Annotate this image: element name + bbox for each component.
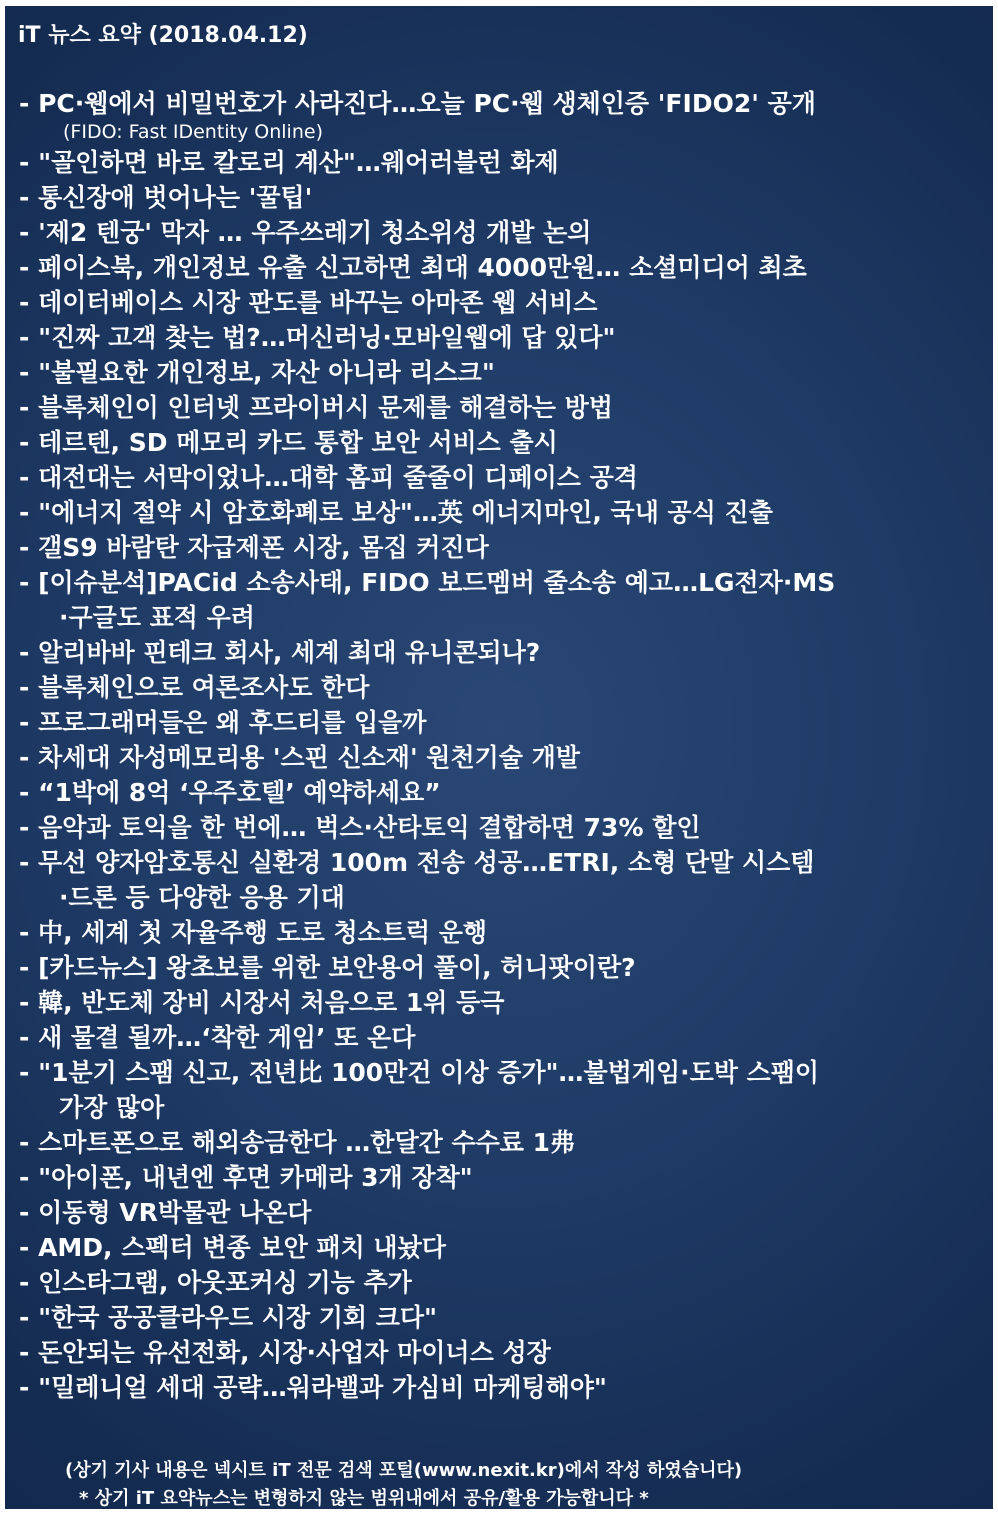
news-item [19,495,987,530]
news-headline: - 돈안되는 유선전화, 시장·사업자 마이너스 성장 [19,1338,551,1367]
news-headline: - "골인하면 바로 칼로리 계산"…웨어러블런 화제 [19,148,559,177]
source-note: (상기 기사 내용은 넥시트 iT 전문 검색 포털(www.nexit.kr)에서 작성 하였습니다) [65,1460,743,1481]
news-summary-panel [5,6,993,1509]
news-headline: - PC·웹에서 비밀번호가 사라진다…오늘 PC·웹 생체인증 'FIDO2' 공개 [19,89,816,118]
news-item [19,530,987,565]
news-headline: - 韓, 반도체 장비 시장서 처음으로 1위 등극 [19,988,505,1017]
news-headline: - 대전대는 서막이었나…대학 홈피 줄줄이 디페이스 공격 [19,463,638,492]
news-headline: - 갤S9 바람탄 자급제폰 시장, 몸집 커진다 [19,533,489,562]
news-headline-continuation: 가장 많아 [59,1093,165,1122]
news-item [19,320,987,355]
news-headline: - 블록체인으로 여론조사도 한다 [19,673,370,702]
news-item [19,86,987,145]
news-item [19,775,987,810]
news-item [19,810,987,845]
news-item [19,950,987,985]
news-item [19,215,987,250]
news-item [19,460,987,495]
news-item [19,1055,987,1125]
news-item [19,985,987,1020]
news-item [19,425,987,460]
news-item [19,1335,987,1370]
news-item [19,285,987,320]
news-headline: - 中, 세계 첫 자율주행 도로 청소트럭 운행 [19,918,488,947]
news-item [19,845,987,915]
news-item [19,705,987,740]
news-headline: - 프로그래머들은 왜 후드티를 입을까 [19,708,427,737]
news-item [19,915,987,950]
news-headline: - 페이스북, 개인정보 유출 신고하면 최대 4000만원… 소셜미디어 최초 [19,253,807,282]
news-item [19,180,987,215]
news-headline: - “1박에 8억 ‘우주호텔’ 예약하세요” [19,778,441,807]
news-item [19,1230,987,1265]
sharing-note: * 상기 iT 요약뉴스는 변형하지 않는 범위내에서 공유/활용 가능합니다 * [79,1488,649,1509]
news-headline: - 이동형 VR박물관 나온다 [19,1198,312,1227]
news-headline: - "에너지 절약 시 암호화폐로 보상"…英 에너지마인, 국내 공식 진출 [19,498,773,527]
page-title: iT 뉴스 요약 (2018.04.12) [18,23,308,48]
news-item [19,565,987,635]
news-item [19,355,987,390]
news-headline: - 인스타그램, 아웃포커싱 기능 추가 [19,1268,412,1297]
news-headline: - "아이폰, 내년엔 후면 카메라 3개 장착" [19,1163,473,1192]
news-headline: - 데이터베이스 시장 판도를 바꾸는 아마존 웹 서비스 [19,288,598,317]
news-item [19,1370,987,1405]
news-item [19,390,987,425]
news-headline-continuation: ·드론 등 다양한 응용 기대 [59,883,345,912]
news-headline-continuation: ·구글도 표적 우려 [59,603,255,632]
news-item [19,250,987,285]
news-item [19,1160,987,1195]
news-headline: - "1분기 스팸 신고, 전년比 100만건 이상 증가"…불법게임·도박 스팸이 [19,1058,820,1087]
news-headline: - [이슈분석]PACid 소송사태, FIDO 보드멤버 줄소송 예고…LG전자·MS [19,568,836,597]
news-headline: - 알리바바 핀테크 회사, 세계 최대 유니콘되나? [19,638,541,667]
news-headline: - 테르텐, SD 메모리 카드 통합 보안 서비스 출시 [19,428,558,457]
news-item [19,1125,987,1160]
news-headline: - '제2 텐궁' 막자 … 우주쓰레기 청소위성 개발 논의 [19,218,592,247]
news-item [19,1300,987,1335]
news-headline: - "진짜 고객 찾는 법?…머신러닝·모바일웹에 답 있다" [19,323,616,352]
news-item [19,1020,987,1055]
news-headline: - "한국 공공클라우드 시장 기회 크다" [19,1303,438,1332]
news-headline: - 음악과 토익을 한 번에… 벅스·산타토익 결합하면 73% 할인 [19,813,701,842]
news-headline: - 통신장애 벗어나는 '꿀팁' [19,183,313,212]
news-headline: - [카드뉴스] 왕초보를 위한 보안용어 풀이, 허니팟이란? [19,953,636,982]
news-subnote: (FIDO: Fast IDentity Online) [63,121,323,143]
news-headline: - 차세대 자성메모리용 '스핀 신소재' 원천기술 개발 [19,743,580,772]
news-headline: - 무선 양자암호통신 실환경 100m 전송 성공…ETRI, 소형 단말 시스템 [19,848,815,877]
news-headline: - 블록체인이 인터넷 프라이버시 문제를 해결하는 방법 [19,393,613,422]
news-item [19,145,987,180]
news-headline: - AMD, 스펙터 변종 보안 패치 내놨다 [19,1233,446,1262]
news-item [19,1265,987,1300]
news-headline: - "불필요한 개인정보, 자산 아니라 리스크" [19,358,495,387]
news-list [19,86,987,1405]
news-item [19,740,987,775]
news-headline: - 새 물결 될까…‘착한 게임’ 또 온다 [19,1023,416,1052]
news-item [19,635,987,670]
news-headline: - "밀레니얼 세대 공략…워라밸과 가심비 마케팅해야" [19,1373,607,1402]
news-headline: - 스마트폰으로 해외송금한다 …한달간 수수료 1弗 [19,1128,575,1157]
news-item [19,1195,987,1230]
news-item [19,670,987,705]
